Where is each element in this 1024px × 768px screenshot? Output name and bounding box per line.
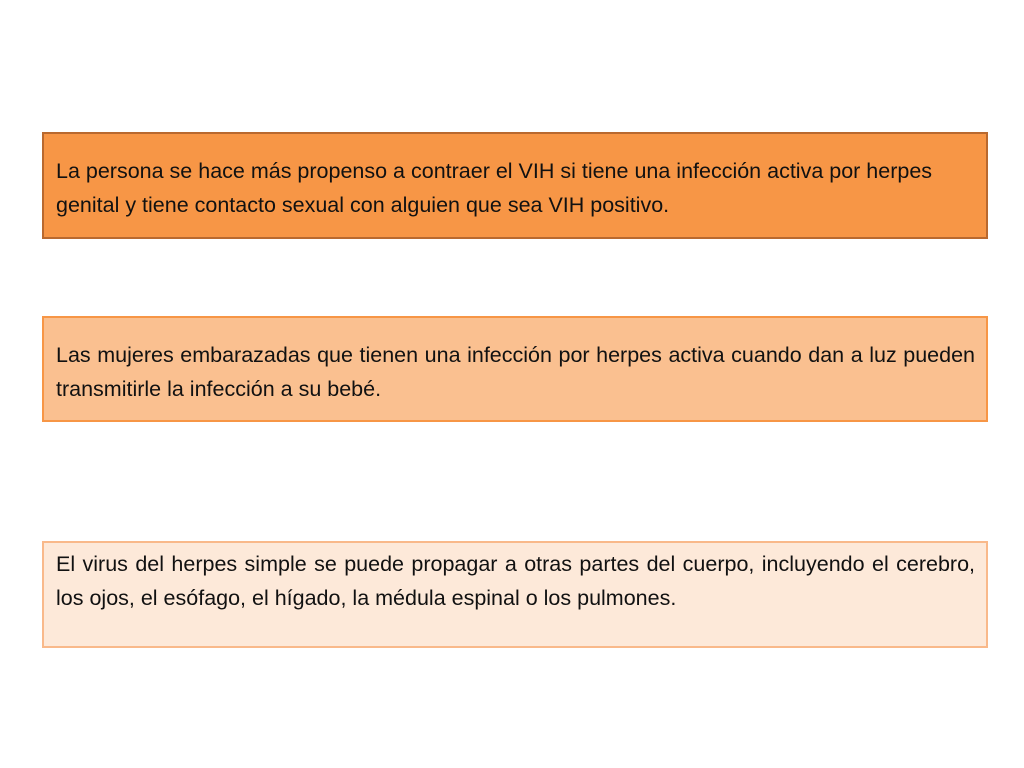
text-box-spread-text: El virus del herpes simple se puede propagar a otras partes del cuerpo, incluyendo el cerebro, los ojos, el esófago, el hígado, la médula espinal o los pulmones. xyxy=(56,552,975,610)
text-box-spread xyxy=(42,541,988,648)
text-box-hiv-risk xyxy=(42,132,988,239)
text-box-hiv-risk-text: La persona se hace más propenso a contraer el VIH si tiene una infección activa por herpes genital y tiene contacto sexual con alguien que sea VIH positivo. xyxy=(56,159,933,217)
text-box-pregnancy xyxy=(42,316,988,422)
text-box-pregnancy-text: Las mujeres embarazadas que tienen una infección por herpes activa cuando dan a luz pueden transmitirle la infección a su bebé. xyxy=(56,343,975,401)
